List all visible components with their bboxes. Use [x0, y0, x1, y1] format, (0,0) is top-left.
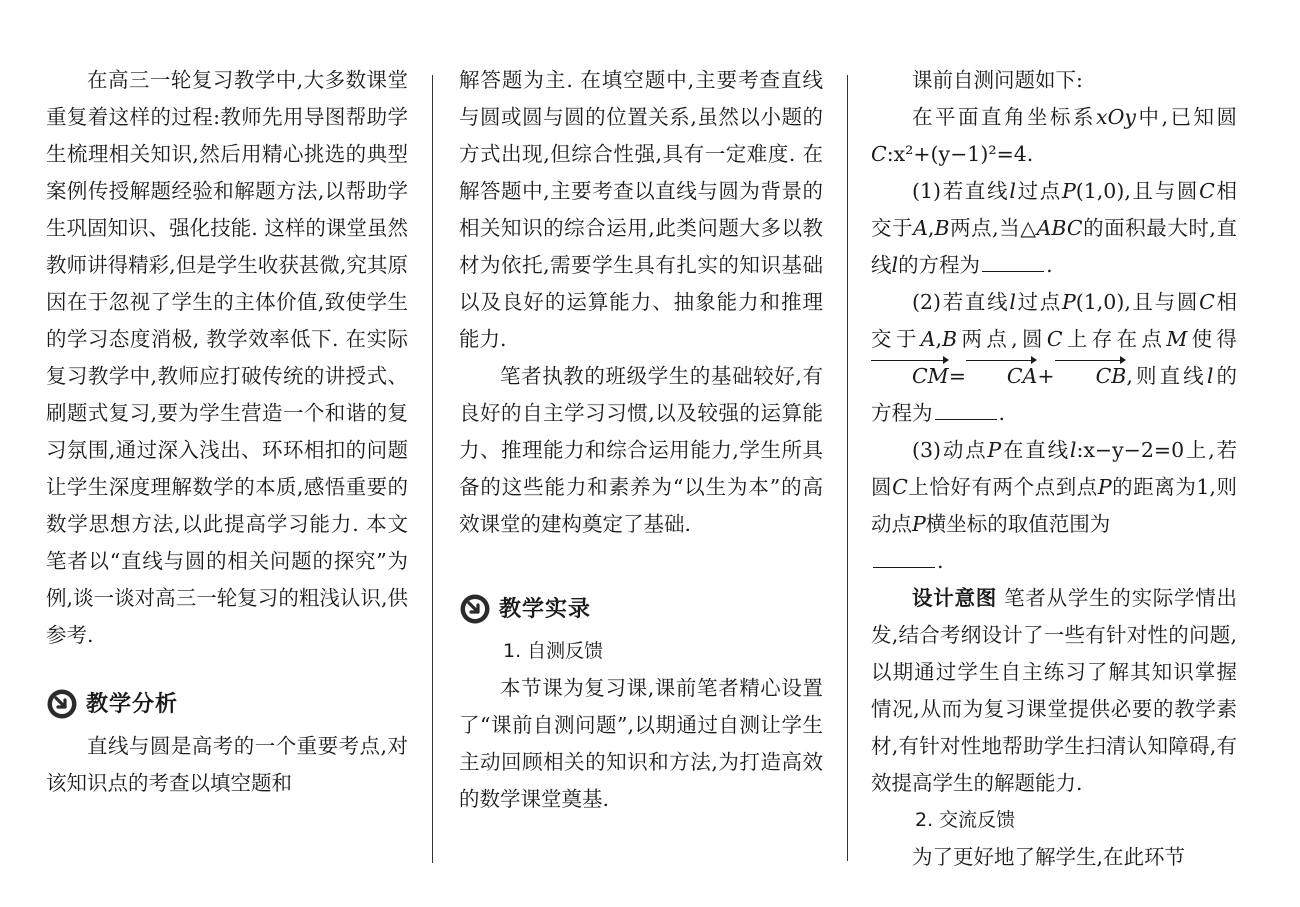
column-divider-2	[847, 75, 848, 861]
section-arrow-icon	[459, 593, 491, 625]
section-heading-record	[459, 585, 823, 633]
section-arrow-icon	[46, 688, 78, 720]
section-heading-text: 教学实录	[499, 596, 592, 622]
answer-blank	[873, 547, 935, 568]
section-heading-text: 教学分析	[86, 691, 179, 717]
column-divider-1	[432, 75, 433, 863]
subsection-heading-exchange: 2. 交流反馈	[915, 809, 1016, 831]
vector-CM: CM	[871, 358, 949, 395]
analysis-paragraph: 直线与圆是高考的一个重要考点,对该知识点的考查以填空题和	[46, 734, 408, 795]
problem-lead: 课前自测问题如下:	[912, 68, 1083, 92]
answer-blank	[935, 399, 997, 420]
subsection-heading-selftest: 1. 自测反馈	[503, 640, 604, 662]
vector-CA: CA	[966, 358, 1038, 395]
answer-blank	[982, 251, 1044, 272]
question-3: (3)动点P在直线l:x−y−2=0上,若圆C上恰好有两个点到点P的距离为1,则动点P横坐标的取值范围为 .	[871, 438, 1238, 573]
exchange-paragraph: 为了更好地了解学生,在此环节	[912, 845, 1186, 869]
intro-paragraph: 在高三一轮复习教学中,大多数课堂重复着这样的过程:教师先用导图帮助学生梳理相关知识,然后用精心挑选的典型案例传授解题经验和解题方法,以帮助学生巩固知识、强化技能. 这样的课堂虽然教师讲得精彩,但是学生收获甚微,究其原因在于忽视了学生的主体价值,致使学生的学习态度消极, 教学效率低下. 在实际复习教学中,教师应打破传统的讲授式、刷题式复习,要为学生营造一个和谐的复习氛围,通过深入浅出、环环相扣的问题让学生深度理解数学的本质,感悟重要的数学思想方法,以此提高学习能力. 本文笔者以“直线与圆的相关问题的探究”为例,谈一谈对高三一轮复习的粗浅认识,供参考.	[46, 68, 408, 647]
column-2	[459, 62, 823, 818]
class-description-paragraph: 笔者执教的班级学生的基础较好,有良好的自主学习习惯,以及较强的运算能力、推理能力和综合运用能力,学生所具备的这些能力和素养为“以生为本”的高效课堂的建构奠定了基础.	[459, 364, 823, 536]
vector-CB: CB	[1055, 358, 1127, 395]
column-1	[46, 62, 408, 802]
problem-statement: 在平面直角坐标系xOy中,已知圆C:x²+(y−1)²=4.	[871, 105, 1237, 166]
selftest-paragraph: 本节课为复习课,课前笔者精心设置了“课前自测问题”,以期通过自测让学生主动回顾相关的知识和方法,为打造高效的数学课堂奠基.	[459, 676, 823, 811]
design-intent-label: 设计意图	[912, 586, 997, 610]
continued-paragraph: 解答题为主. 在填空题中,主要考查直线与圆或圆与圆的位置关系,虽然以小题的方式出现,但综合性强,具有一定难度. 在解答题中,主要考查以直线与圆为背景的相关知识的综合运用,此类问题大多以教材为依托,需要学生具有扎实的知识基础以及良好的运算能力、抽象能力和推理能力.	[459, 68, 823, 351]
design-intent-paragraph: 设计意图 笔者从学生的实际学情出发,结合考纲设计了一些有针对性的问题,以期通过学生自主练习了解其知识掌握情况,从而为复习课堂提供必要的教学素材,有针对性地帮助学生扫清认知障碍,有效提高学生的解题能力.	[871, 586, 1237, 795]
question-1: (1)若直线l过点P(1,0),且与圆C相交于A,B两点,当△ABC的面积最大时,直线l的方程为 .	[871, 179, 1238, 277]
column-3	[871, 62, 1237, 876]
question-2: (2)若直线l过点P(1,0),且与圆C相交于A,B两点,圆C上存在点M使得CM= CA+ CB,则直线l的方程为 .	[871, 290, 1238, 425]
section-heading-analysis	[46, 680, 408, 728]
